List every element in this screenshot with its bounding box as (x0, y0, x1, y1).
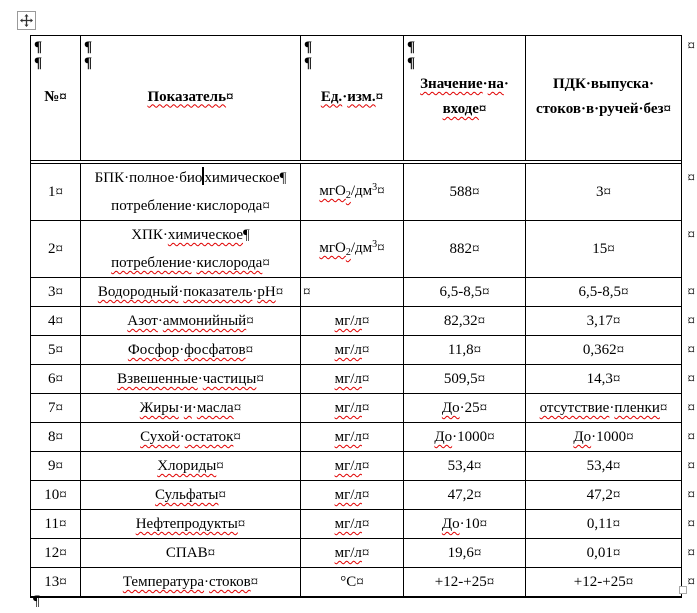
pilcrow-mark: ¶ (34, 55, 43, 71)
cell-end-mark: ¤ (55, 241, 63, 257)
cell-end-mark: ¤ (612, 371, 621, 387)
cell-indicator[interactable]: Азот·аммонийный¤ (81, 307, 301, 335)
cell-unit[interactable]: $мгО_2/дм^3¤$ (301, 221, 404, 277)
cell-end-mark: ¤ (479, 400, 488, 416)
cell-end-mark: ¤ (663, 101, 672, 117)
table-row-5 (31, 336, 695, 365)
table-move-handle[interactable] (17, 11, 36, 30)
cell-number[interactable]: 9¤ (31, 452, 81, 480)
cell-end-mark: ¤ (250, 574, 259, 590)
cell-pdk-value[interactable]: 3¤ (596, 184, 611, 200)
cell-input-value[interactable]: +12-+25¤ (404, 568, 526, 596)
cell-end-mark: ¤ (218, 487, 226, 503)
move-arrows-icon (20, 14, 33, 27)
cell-indicator[interactable]: Взвешенные·частицы¤ (81, 365, 301, 393)
cell-input-value[interactable]: 11,8¤ (404, 336, 526, 364)
cell-end-mark: ¤ (616, 342, 625, 358)
cell-end-mark: ¤ (59, 88, 67, 105)
cell-end-mark: ¤ (216, 458, 224, 474)
cell-indicator[interactable]: Температура·стоков¤ (81, 568, 301, 596)
table-header-row (31, 36, 695, 164)
cell-end-mark: ¤ (626, 429, 634, 445)
pilcrow-mark: ¶ (84, 39, 93, 55)
cell-end-mark: ¤ (361, 371, 370, 387)
cell-end-mark: ¤ (361, 487, 370, 503)
cell-input-value[interactable]: 509,5¤ (404, 365, 526, 393)
cell-indicator[interactable]: Хлориды¤ (81, 452, 301, 480)
cell-input-value[interactable]: До·1000¤ (404, 423, 526, 451)
cell-end-mark: ¤ (237, 516, 246, 532)
cell-unit[interactable]: мг/л¤ (301, 336, 404, 364)
cell-end-mark: ¤ (477, 371, 486, 387)
cell-end-mark: ¤ (612, 487, 621, 503)
cell-end-mark: ¤ (472, 241, 480, 257)
cell-end-mark: ¤ (473, 487, 482, 503)
table-row-2 (31, 221, 695, 278)
cell-number[interactable]: 5¤ (31, 336, 81, 364)
cell-end-mark: ¤ (361, 516, 370, 532)
cell-end-mark: ¤ (361, 342, 370, 358)
cell-pdk-value[interactable]: 0,362¤ (582, 342, 625, 358)
cell-indicator[interactable]: СПАВ¤ (81, 539, 301, 567)
cell-end-mark: ¤ (356, 574, 364, 590)
row-end-mark: ¤ (687, 170, 695, 186)
cell-input-value[interactable]: 47,2¤ (404, 481, 526, 509)
cell-indicator[interactable]: Нефтепродукты¤ (81, 510, 301, 538)
cell-number[interactable]: 7¤ (31, 394, 81, 422)
cell-end-mark: ¤ (245, 342, 254, 358)
cell-end-mark: ¤ (377, 240, 385, 256)
pilcrow-mark: ¶ (84, 55, 93, 71)
cell-indicator[interactable]: БПК·полное·био химическое¶ потребление·кислорода¤ (81, 164, 301, 220)
cell-end-mark: ¤ (477, 313, 486, 329)
cell-indicator[interactable]: ХПК·химическое¶ потребление·кислорода¤ (81, 221, 301, 277)
cell-end-mark: ¤ (55, 400, 63, 416)
pilcrow-mark: ¶ (407, 55, 416, 71)
table-row-10 (31, 481, 695, 510)
cell-unit[interactable]: мг/л¤ (301, 510, 404, 538)
cell-unit[interactable]: мг/л¤ (301, 307, 404, 335)
cell-end-mark: ¤ (233, 429, 241, 445)
cell-input-value[interactable]: 19,6¤ (404, 539, 526, 567)
row-end-mark: ¤ (687, 516, 695, 532)
cell-end-mark: ¤ (361, 458, 370, 474)
cell-pdk-value[interactable]: отсутствие·пленки¤ (539, 400, 668, 416)
cell-end-mark: ¤ (482, 284, 490, 300)
table-row-9 (31, 452, 695, 481)
cell-end-mark: ¤ (59, 487, 67, 503)
cell-input-value[interactable]: 6,5-8,5¤ (404, 278, 526, 306)
row-end-mark: ¤ (687, 545, 695, 561)
cell-end-mark: ¤ (55, 458, 63, 474)
cell-indicator[interactable]: Сухой·остаток¤ (81, 423, 301, 451)
cell-end-mark: ¤ (59, 545, 67, 561)
cell-unit[interactable]: мг/л¤ (301, 539, 404, 567)
cell-end-mark: ¤ (473, 545, 482, 561)
cell-end-mark: ¤ (226, 88, 234, 105)
cell-unit[interactable]: мг/л¤ (301, 423, 404, 451)
cell-end-mark: ¤ (612, 458, 621, 474)
table-resize-handle[interactable] (679, 586, 687, 594)
cell-pdk-value[interactable]: 14,3¤ (586, 371, 621, 387)
table-row-3 (31, 278, 695, 307)
cell-unit[interactable]: мг/л¤ (301, 394, 404, 422)
row-end-mark: ¤ (687, 371, 695, 387)
cell-input-value[interactable]: До·25¤ (404, 394, 526, 422)
cell-end-mark: ¤ (361, 429, 370, 445)
row-end-mark: ¤ (687, 227, 695, 243)
cell-unit[interactable]: мг/л¤ (301, 365, 404, 393)
header-cell-2[interactable]: ¶ ¶ Показатель¤ (81, 36, 301, 160)
cell-indicator[interactable]: Жиры·и·масла¤ (81, 394, 301, 422)
table-row-12 (31, 539, 695, 568)
cell-end-mark: ¤ (275, 284, 284, 300)
row-end-mark: ¤ (687, 342, 695, 358)
cell-end-mark: ¤ (262, 255, 270, 271)
cell-pdk-value[interactable]: 0,01¤ (586, 545, 621, 561)
cell-end-mark: ¤ (612, 516, 621, 532)
cell-end-mark: ¤ (621, 284, 629, 300)
cell-end-mark: ¤ (55, 342, 63, 358)
cell-end-mark: ¤ (625, 574, 634, 590)
cell-pdk-value[interactable]: 15¤ (592, 241, 615, 257)
table-row-8 (31, 423, 695, 452)
cell-input-value[interactable]: 53,4¤ (404, 452, 526, 480)
cell-end-mark: ¤ (607, 241, 615, 257)
cell-number[interactable]: 8¤ (31, 423, 81, 451)
cell-end-mark: ¤ (612, 545, 621, 561)
table-row-13 (31, 568, 695, 596)
table-row-4 (31, 307, 695, 336)
cell-pdk-value[interactable]: 3,17¤ (586, 313, 621, 329)
cell-end-mark: ¤ (479, 516, 488, 532)
cell-end-mark: ¤ (659, 400, 668, 416)
header-cell-5[interactable]: ПДК·выпуска· стоков·в·ручей·без¤ (535, 76, 672, 117)
cell-number[interactable]: 3¤ (31, 278, 81, 306)
cell-end-mark: ¤ (55, 313, 63, 329)
cell-end-mark: ¤ (377, 183, 385, 199)
row-end-mark: ¤ (687, 574, 695, 590)
header-cell-4[interactable]: ¶ ¶ Значение·на· входе¤ (404, 36, 526, 160)
row-end-mark: ¤ (687, 429, 695, 445)
cell-end-mark: ¤ (361, 545, 370, 561)
cell-end-mark: ¤ (303, 284, 311, 300)
water-quality-table (30, 35, 695, 598)
header-cell-1[interactable]: ¶ ¶ №¤ (31, 36, 81, 160)
row-end-mark: ¤ (687, 400, 695, 416)
cell-number[interactable]: 12¤ (31, 539, 81, 567)
cell-end-mark: ¤ (246, 313, 254, 329)
cell-end-mark: ¤ (55, 184, 63, 200)
pilcrow-mark: ¶ (34, 39, 43, 55)
cell-number[interactable]: 10¤ (31, 481, 81, 509)
cell-end-mark: ¤ (612, 313, 621, 329)
cell-unit[interactable]: °С¤ (301, 568, 404, 596)
row-end-mark: ¤ (687, 458, 695, 474)
cell-end-mark: ¤ (256, 371, 264, 387)
cell-pdk-value[interactable]: До·1000¤ (573, 429, 634, 445)
cell-end-mark: ¤ (55, 371, 63, 387)
cell-end-mark: ¤ (375, 88, 384, 105)
table-row-11 (31, 510, 695, 539)
cell-number[interactable]: 4¤ (31, 307, 81, 335)
cell-unit[interactable]: мг/л¤ (301, 452, 404, 480)
pilcrow-mark: ¶ (304, 55, 313, 71)
cell-end-mark: ¤ (59, 574, 67, 590)
pilcrow-mark: ¶ (304, 39, 313, 55)
cell-end-mark: ¤ (487, 429, 495, 445)
cell-end-mark: ¤ (473, 458, 482, 474)
cell-end-mark: ¤ (55, 284, 63, 300)
cell-end-mark: ¤ (472, 184, 480, 200)
cell-input-value[interactable]: До·10¤ (404, 510, 526, 538)
cell-end-mark: ¤ (603, 184, 611, 200)
cell-end-mark: ¤ (478, 101, 487, 117)
cell-number[interactable]: 6¤ (31, 365, 81, 393)
cell-indicator[interactable]: Сульфаты¤ (81, 481, 301, 509)
table-row-1 (31, 164, 695, 221)
pilcrow-mark: ¶ (407, 39, 416, 55)
cell-end-mark: ¤ (473, 342, 482, 358)
cell-end-mark: ¤ (486, 574, 495, 590)
row-end-mark: ¤ (687, 38, 695, 54)
cell-end-mark: ¤ (361, 313, 370, 329)
row-end-mark: ¤ (687, 487, 695, 503)
cell-pdk-value[interactable]: 53,4¤ (586, 458, 621, 474)
pilcrow-mark: ¶ (279, 170, 287, 186)
cell-end-mark: ¤ (58, 516, 67, 532)
paragraph-mark-after-table: ¶ (33, 593, 40, 609)
cell-number[interactable]: 2¤ (31, 221, 81, 277)
cell-number[interactable]: 1¤ (31, 164, 81, 220)
cell-end-mark: ¤ (55, 429, 63, 445)
cell-end-mark: ¤ (207, 545, 216, 561)
cell-unit[interactable]: мг/л¤ (301, 481, 404, 509)
cell-end-mark: ¤ (262, 198, 270, 214)
cell-input-value[interactable]: 882¤ (404, 221, 526, 277)
pilcrow-mark: ¶ (243, 227, 250, 243)
cell-pdk-value[interactable]: 0,11¤ (586, 516, 621, 532)
cell-end-mark: ¤ (233, 400, 242, 416)
header-cell-3[interactable]: ¶ ¶ Ед.·изм.¤ (301, 36, 404, 160)
row-end-mark: ¤ (687, 313, 695, 329)
cell-number[interactable]: 11¤ (31, 510, 81, 538)
table-row-7 (31, 394, 695, 423)
row-end-mark: ¤ (687, 284, 695, 300)
cell-input-value[interactable]: 82,32¤ (404, 307, 526, 335)
cell-pdk-value[interactable]: 47,2¤ (586, 487, 621, 503)
cell-end-mark: ¤ (361, 400, 370, 416)
cell-indicator[interactable]: Водородный·показатель·рН¤ (81, 278, 301, 306)
cell-pdk-value[interactable]: +12-+25¤ (573, 574, 634, 590)
cell-indicator[interactable]: Фосфор·фосфатов¤ (81, 336, 301, 364)
cell-number[interactable]: 13¤ (31, 568, 81, 596)
cell-unit[interactable]: $мгО_2/дм^3¤$ (301, 164, 404, 220)
cell-unit[interactable] (301, 278, 404, 306)
cell-pdk-value[interactable]: 6,5-8,5¤ (578, 284, 629, 300)
cell-input-value[interactable]: 588¤ (404, 164, 526, 220)
table-row-6 (31, 365, 695, 394)
